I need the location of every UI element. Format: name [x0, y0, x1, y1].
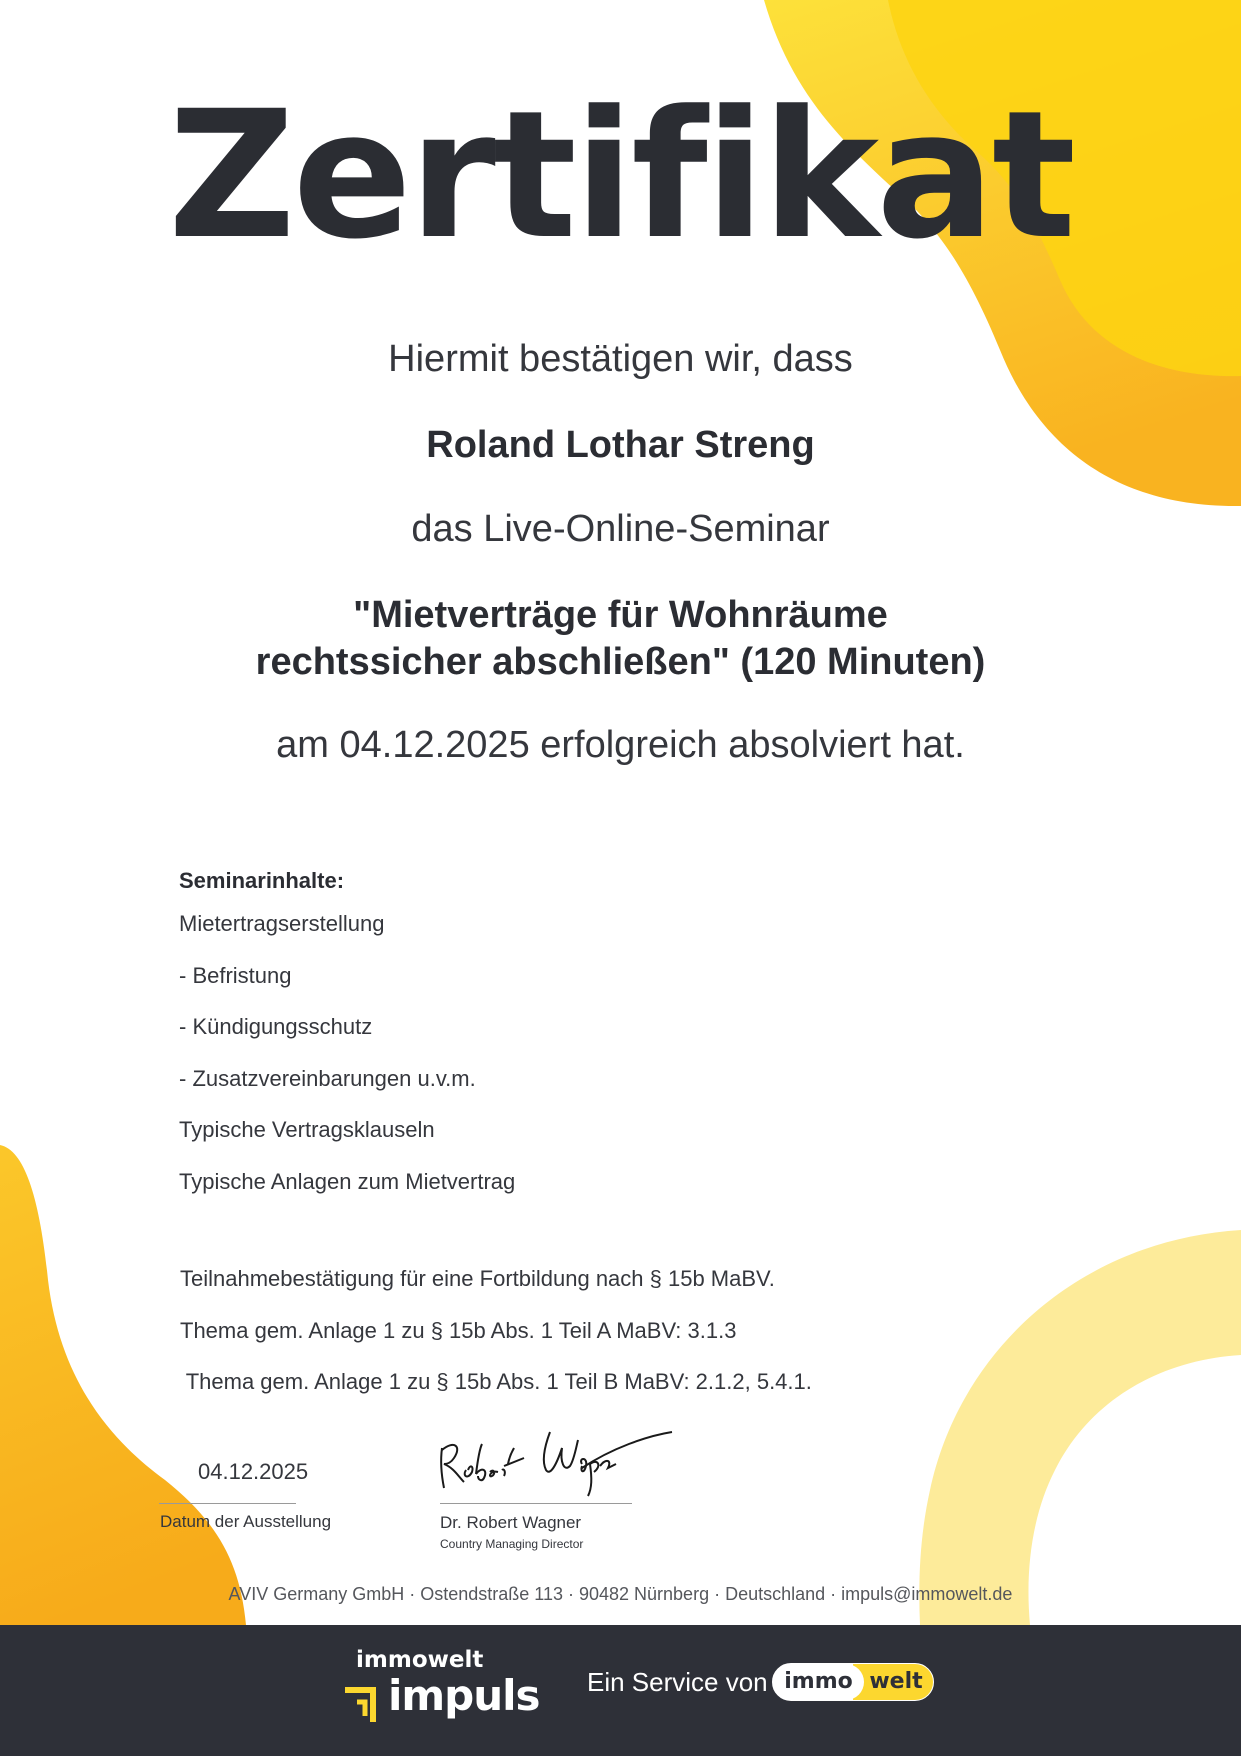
- handwritten-signature: [432, 1418, 682, 1500]
- logo-wordmark-main: impuls: [388, 1671, 540, 1720]
- impuls-logo-icon: [343, 1682, 383, 1724]
- intro-text: Hiermit bestätigen wir, dass: [388, 338, 853, 380]
- contents-item: Mietertragserstellung: [179, 911, 385, 936]
- contents-item: - Zusatzvereinbarungen u.v.m.: [179, 1065, 476, 1091]
- seminar-label: das Live-Online-Seminar: [411, 508, 830, 550]
- immowelt-badge: [772, 1663, 934, 1701]
- company-address: AVIV Germany GmbH · Ostendstraße 113 · 90482 Nürnberg · Deutschland · impuls@immowelt.de: [228, 1584, 1013, 1604]
- logo-wordmark-top: immowelt: [356, 1647, 484, 1673]
- signer-name: Dr. Robert Wagner: [440, 1513, 582, 1532]
- seminar-title-line-2: rechtssicher abschließen" (120 Minuten): [255, 641, 986, 683]
- contents-item: Typische Anlagen zum Mietvertrag: [179, 1168, 516, 1194]
- certificate-title: Zertifikat: [167, 73, 1074, 278]
- badge-left: immo: [773, 1664, 864, 1700]
- signer-role: Country Managing Director: [440, 1537, 584, 1551]
- badge-right: welt: [853, 1664, 933, 1700]
- date-label: Datum der Ausstellung: [160, 1512, 332, 1531]
- service-text: Ein Service von: [587, 1667, 768, 1697]
- seminar-title: [0, 592, 1241, 686]
- date-rule: [159, 1503, 296, 1504]
- bottom-right-arc: [919, 1230, 1241, 1625]
- contents-item: - Kündigungsschutz: [179, 1014, 373, 1039]
- legal-notes: [180, 1266, 812, 1421]
- contents-item: - Befristung: [179, 962, 292, 988]
- signature-rule: [440, 1503, 632, 1504]
- legal-line-1: Teilnahmebestätigung für eine Fortbildung nach § 15b MaBV.: [180, 1266, 775, 1291]
- recipient-name: Roland Lothar Streng: [426, 424, 815, 466]
- completion-text: am 04.12.2025 erfolgreich absolviert hat.: [276, 724, 965, 766]
- seminar-title-line-1: "Mietverträge für Wohnräume: [353, 594, 888, 636]
- footer-bar: [0, 1625, 1241, 1756]
- legal-line-2: Thema gem. Anlage 1 zu § 15b Abs. 1 Teil A MaBV: 3.1.3: [180, 1317, 737, 1343]
- legal-line-3: Thema gem. Anlage 1 zu § 15b Abs. 1 Teil B MaBV: 2.1.2, 5.4.1.: [180, 1369, 812, 1394]
- seminar-contents: [179, 868, 515, 1220]
- contents-item: Typische Vertragsklauseln: [179, 1117, 435, 1142]
- issue-date: 04.12.2025: [198, 1459, 309, 1484]
- contents-heading: Seminarinhalte:: [179, 868, 345, 893]
